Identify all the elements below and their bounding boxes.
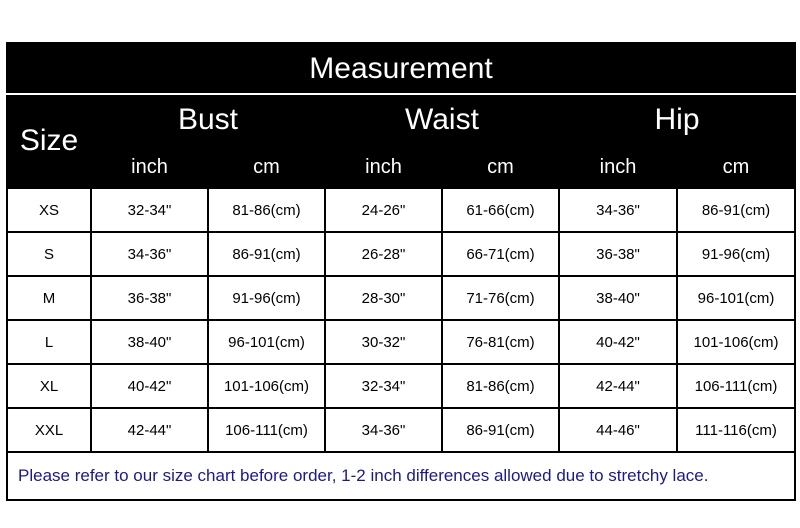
table-cell: 86-91(cm) [442, 408, 559, 452]
table-cell: 28-30" [325, 276, 442, 320]
unit-header: cm [442, 146, 559, 188]
table-cell: 91-96(cm) [677, 232, 795, 276]
table-cell: 32-34" [325, 364, 442, 408]
table-cell: 26-28" [325, 232, 442, 276]
unit-header: inch [325, 146, 442, 188]
unit-header: inch [559, 146, 677, 188]
table-cell: 36-38" [559, 232, 677, 276]
unit-header: cm [208, 146, 325, 188]
table-title: Measurement [7, 43, 795, 94]
table-row [7, 364, 795, 408]
size-note: Please refer to our size chart before order, 1-2 inch differences allowed due to stretchy lace. [7, 452, 795, 500]
size-cell: S [7, 232, 91, 276]
table-cell: 76-81(cm) [442, 320, 559, 364]
table-cell: 106-111(cm) [208, 408, 325, 452]
group-header-hip: Hip [559, 94, 795, 146]
size-cell: XS [7, 188, 91, 232]
table-cell: 34-36" [325, 408, 442, 452]
size-cell: XXL [7, 408, 91, 452]
table-cell: 106-111(cm) [677, 364, 795, 408]
table-row [7, 276, 795, 320]
table-cell: 36-38" [91, 276, 208, 320]
table-cell: 96-101(cm) [208, 320, 325, 364]
table-row [7, 408, 795, 452]
table-cell: 24-26" [325, 188, 442, 232]
size-header: Size [7, 94, 91, 188]
table-cell: 42-44" [91, 408, 208, 452]
table-cell: 42-44" [559, 364, 677, 408]
table-cell: 71-76(cm) [442, 276, 559, 320]
table-cell: 34-36" [91, 232, 208, 276]
table-cell: 81-86(cm) [208, 188, 325, 232]
table-cell: 111-116(cm) [677, 408, 795, 452]
table-cell: 86-91(cm) [677, 188, 795, 232]
size-cell: M [7, 276, 91, 320]
table-cell: 40-42" [559, 320, 677, 364]
table-cell: 66-71(cm) [442, 232, 559, 276]
table-cell: 86-91(cm) [208, 232, 325, 276]
table-cell: 101-106(cm) [677, 320, 795, 364]
table-row [7, 320, 795, 364]
table-cell: 61-66(cm) [442, 188, 559, 232]
table-cell: 96-101(cm) [677, 276, 795, 320]
unit-header: cm [677, 146, 795, 188]
size-chart-table [6, 42, 796, 501]
table-cell: 44-46" [559, 408, 677, 452]
table-cell: 30-32" [325, 320, 442, 364]
unit-header: inch [91, 146, 208, 188]
size-cell: L [7, 320, 91, 364]
table-row [7, 232, 795, 276]
table-cell: 81-86(cm) [442, 364, 559, 408]
table-cell: 91-96(cm) [208, 276, 325, 320]
table-cell: 40-42" [91, 364, 208, 408]
table-cell: 38-40" [91, 320, 208, 364]
group-header-waist: Waist [325, 94, 559, 146]
table-cell: 34-36" [559, 188, 677, 232]
table-row [7, 188, 795, 232]
group-header-bust: Bust [91, 94, 325, 146]
size-cell: XL [7, 364, 91, 408]
table-cell: 101-106(cm) [208, 364, 325, 408]
table-cell: 32-34" [91, 188, 208, 232]
table-cell: 38-40" [559, 276, 677, 320]
